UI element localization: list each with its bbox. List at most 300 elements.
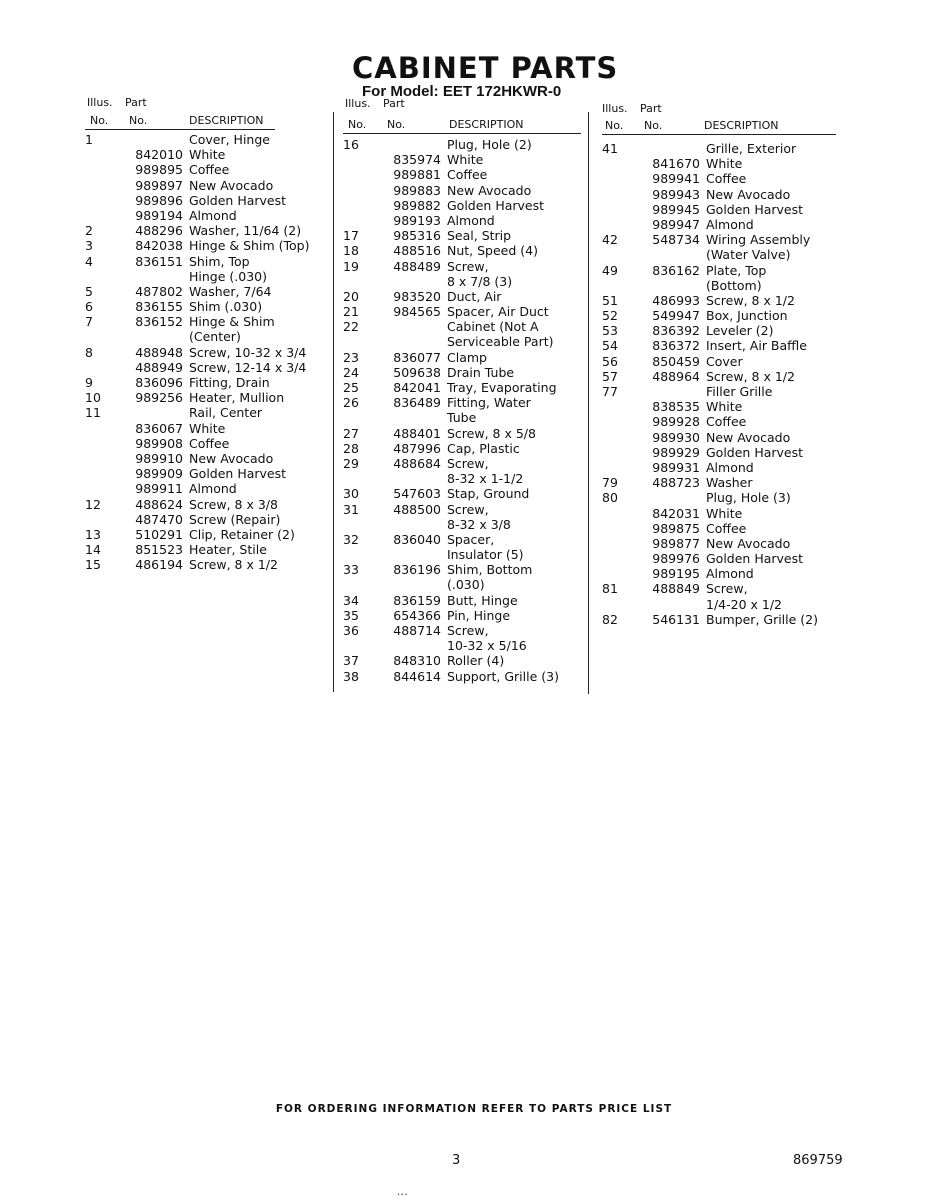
illus-number [85, 208, 129, 223]
part-description: Washer, 7/64 [189, 283, 272, 299]
part-row [343, 456, 586, 471]
part-row [85, 542, 323, 557]
part-row [343, 365, 586, 380]
part-description: Screw, [706, 581, 748, 597]
part-number: 488849 [652, 581, 700, 597]
part-description: Golden Harvest [189, 466, 287, 482]
illus-number [343, 152, 387, 167]
part-description: Shim (.030) [189, 299, 263, 315]
part-number: 509638 [393, 364, 441, 380]
part-row [602, 247, 842, 262]
part-description: 8 x 7/8 (3) [447, 273, 513, 289]
illus-number [602, 597, 646, 612]
illus-number: 25 [343, 380, 359, 395]
part-number [646, 384, 706, 399]
part-number [129, 132, 189, 147]
illus-number [343, 517, 387, 532]
part-description: Almond [706, 566, 754, 582]
part-description: White [706, 505, 743, 521]
illus-number [343, 213, 387, 228]
illus-number: 33 [343, 562, 359, 578]
part-number: 848310 [393, 653, 441, 669]
part-number: 836067 [135, 420, 183, 436]
part-description: New Avocado [706, 186, 791, 202]
part-row [85, 162, 323, 177]
illus-number: 54 [602, 338, 618, 354]
illus-number [343, 410, 387, 425]
part-description: (Water Valve) [706, 247, 791, 263]
part-description: 1/4-20 x 1/2 [706, 596, 782, 612]
part-number [387, 334, 447, 349]
part-description: Spacer, Air Duct [447, 304, 549, 320]
illus-number: 28 [343, 440, 359, 456]
part-description: Bumper, Grille (2) [706, 611, 818, 627]
part-number: 989193 [393, 212, 441, 228]
part-description: Screw, [447, 455, 489, 471]
part-description: Screw, 10-32 x 3/4 [189, 344, 307, 360]
illus-number [602, 217, 646, 232]
part-number: 488964 [652, 368, 700, 384]
part-description: Plate, Top [706, 262, 767, 278]
illus-number: 12 [85, 496, 101, 512]
part-row [343, 259, 586, 274]
part-row [85, 375, 323, 390]
part-description: Shim, Bottom [447, 562, 533, 578]
illus-number: 34 [343, 592, 359, 608]
part-number: 842041 [393, 380, 441, 395]
part-description: Support, Grille (3) [447, 668, 559, 684]
header-rule [85, 129, 275, 130]
part-description: New Avocado [706, 535, 791, 551]
part-number [646, 247, 706, 262]
part-number: 486194 [135, 557, 183, 573]
part-row [602, 597, 842, 612]
part-row [343, 395, 586, 410]
part-row [602, 323, 842, 338]
header-illus: Illus. [345, 97, 371, 110]
illus-number [602, 506, 646, 521]
part-description: Washer [706, 475, 753, 491]
part-number: 989897 [135, 177, 183, 193]
part-number [129, 329, 189, 344]
document-number: 869759 [793, 1153, 843, 1168]
part-description: New Avocado [189, 177, 274, 193]
part-description: Coffee [706, 171, 747, 187]
part-description: 8-32 x 1-1/2 [447, 471, 524, 487]
part-description: Grille, Exterior [706, 141, 797, 156]
part-number: 836151 [135, 253, 183, 269]
part-description: Golden Harvest [706, 444, 804, 460]
part-row [343, 532, 586, 547]
part-number [387, 517, 447, 532]
header-part: Part [383, 97, 405, 110]
part-number: 989947 [652, 216, 700, 232]
illus-number [343, 198, 387, 213]
part-row [343, 289, 586, 304]
part-number: 549947 [652, 308, 700, 324]
part-number: 654366 [393, 607, 441, 623]
header-rule [602, 134, 836, 135]
parts-column-3 [602, 102, 842, 627]
part-description: Screw, 8 x 5/8 [447, 425, 536, 441]
part-number: 989910 [135, 450, 183, 466]
part-description: Filler Grille [706, 384, 773, 399]
part-number [129, 269, 189, 284]
part-row [85, 178, 323, 193]
column-divider [333, 112, 334, 692]
part-row [343, 577, 586, 592]
part-description: Screw, [447, 258, 489, 274]
part-number: 850459 [652, 353, 700, 369]
part-row [85, 557, 323, 572]
part-description: Screw, 8 x 1/2 [706, 292, 795, 308]
part-number [129, 405, 189, 420]
part-number: 984565 [393, 304, 441, 320]
illus-number: 24 [343, 364, 359, 380]
illus-number: 23 [343, 349, 359, 365]
part-description: Heater, Mullion [189, 390, 285, 406]
part-row [343, 350, 586, 365]
illus-number: 2 [85, 223, 93, 239]
part-row [343, 183, 586, 198]
part-number: 510291 [135, 526, 183, 542]
part-description: Pin, Hinge [447, 607, 511, 623]
part-row [343, 167, 586, 182]
illus-number: 56 [602, 353, 618, 369]
part-row [85, 421, 323, 436]
header-rule [343, 133, 581, 134]
part-row [343, 228, 586, 243]
part-row [343, 274, 586, 289]
part-number [387, 638, 447, 653]
part-number [387, 319, 447, 334]
part-description: Golden Harvest [189, 192, 287, 208]
illus-number [602, 247, 646, 262]
page-number: 3 [452, 1153, 461, 1168]
part-row [343, 486, 586, 501]
part-row [85, 238, 323, 253]
illus-number: 22 [343, 319, 359, 335]
part-number: 989882 [393, 197, 441, 213]
header-part: Part [125, 96, 147, 109]
page-title: CABINET PARTS [352, 51, 619, 85]
part-description: Screw, [447, 501, 489, 517]
illus-number: 41 [602, 141, 618, 156]
part-row [602, 338, 842, 353]
part-number: 989928 [652, 414, 700, 430]
part-description: Clamp [447, 349, 487, 365]
part-row [85, 193, 323, 208]
part-row [85, 345, 323, 360]
part-row [602, 156, 842, 171]
part-row [343, 502, 586, 517]
illus-number [85, 466, 129, 481]
part-row [343, 410, 586, 425]
illus-number: 57 [602, 368, 618, 384]
illus-number [85, 178, 129, 193]
part-number: 487802 [135, 283, 183, 299]
part-row [343, 319, 586, 334]
part-row [602, 308, 842, 323]
part-number [387, 577, 447, 592]
illus-number [85, 436, 129, 451]
illus-number: 32 [343, 531, 359, 547]
part-number: 548734 [652, 232, 700, 248]
part-row [602, 430, 842, 445]
part-description: Box, Junction [706, 308, 788, 324]
header-part: Part [640, 102, 662, 115]
part-description: Coffee [189, 435, 230, 451]
part-description: (Center) [189, 329, 241, 345]
part-description: Hinge (.030) [189, 268, 267, 284]
part-description: White [706, 399, 743, 415]
part-description: Leveler (2) [706, 323, 774, 339]
part-row [343, 547, 586, 562]
illus-number: 42 [602, 232, 618, 248]
part-description: Tray, Evaporating [447, 380, 557, 395]
illus-number: 49 [602, 262, 618, 278]
part-description: Cover, Hinge [189, 132, 270, 147]
part-description: Golden Harvest [706, 551, 804, 567]
part-number: 836077 [393, 349, 441, 365]
part-row [343, 593, 586, 608]
part-row [602, 566, 842, 581]
part-number [387, 547, 447, 562]
part-description: Screw, 12-14 x 3/4 [189, 359, 307, 375]
part-row [602, 217, 842, 232]
illus-number: 9 [85, 375, 93, 390]
illus-number: 11 [85, 405, 101, 421]
part-number: 989194 [135, 207, 183, 223]
illus-number [85, 147, 129, 162]
part-number: 488624 [135, 496, 183, 512]
part-row [343, 426, 586, 441]
part-description: Wiring Assembly [706, 232, 811, 248]
part-row [85, 132, 323, 147]
part-row [85, 284, 323, 299]
part-number: 546131 [652, 611, 700, 627]
part-row [602, 171, 842, 186]
part-row [602, 384, 842, 399]
part-row [85, 314, 323, 329]
part-row [602, 187, 842, 202]
illus-number [602, 430, 646, 445]
header-illus-no: No. [90, 114, 109, 127]
part-row [343, 213, 586, 228]
part-number: 488296 [135, 223, 183, 239]
illus-number: 18 [343, 243, 359, 259]
illus-number: 16 [343, 137, 359, 152]
part-number: 989911 [135, 481, 183, 497]
header-description: DESCRIPTION [449, 118, 524, 131]
part-description: Tube [447, 410, 477, 426]
part-description: Rail, Center [189, 405, 263, 421]
part-description: White [447, 152, 484, 168]
part-row [602, 551, 842, 566]
part-row [343, 608, 586, 623]
part-number: 985316 [393, 228, 441, 244]
illus-number: 15 [85, 557, 101, 573]
illus-number [85, 481, 129, 496]
part-description: Plug, Hole (2) [447, 137, 532, 152]
part-number [387, 471, 447, 486]
part-number: 488684 [393, 455, 441, 471]
header-description: DESCRIPTION [189, 114, 264, 127]
part-row [85, 405, 323, 420]
part-row [85, 497, 323, 512]
part-description: Insert, Air Baffle [706, 338, 807, 354]
illus-number [85, 512, 129, 527]
illus-number: 81 [602, 581, 618, 597]
illus-number: 1 [85, 132, 93, 147]
illus-number [602, 445, 646, 460]
part-number: 989883 [393, 182, 441, 198]
part-row [343, 334, 586, 349]
part-description: Drain Tube [447, 364, 515, 380]
illus-number [602, 414, 646, 429]
column-divider [588, 112, 589, 694]
part-description: Fitting, Drain [189, 375, 270, 390]
part-number: 836196 [393, 562, 441, 578]
header-part-no: No. [387, 118, 406, 131]
part-row [85, 466, 323, 481]
part-description: Screw, 8 x 3/8 [189, 496, 278, 512]
part-description: Almond [189, 481, 237, 497]
illus-number [85, 451, 129, 466]
illus-number [343, 334, 387, 349]
illus-number: 10 [85, 390, 101, 406]
part-row [343, 517, 586, 532]
part-description: Fitting, Water [447, 395, 531, 411]
part-number: 989930 [652, 429, 700, 445]
part-description: Almond [706, 459, 754, 475]
part-row [602, 293, 842, 308]
part-number: 487470 [135, 511, 183, 527]
illus-number [343, 471, 387, 486]
part-row [85, 329, 323, 344]
part-description: White [706, 156, 743, 172]
part-row [85, 254, 323, 269]
part-row [343, 669, 586, 684]
part-description: Serviceable Part) [447, 334, 554, 350]
header-part-no: No. [129, 114, 148, 127]
part-description: Screw, 8 x 1/2 [189, 557, 278, 573]
part-number: 989945 [652, 201, 700, 217]
part-number: 842038 [135, 238, 183, 254]
header-illus: Illus. [602, 102, 628, 115]
illus-number: 82 [602, 611, 618, 627]
illus-number [602, 399, 646, 414]
illus-number: 79 [602, 475, 618, 491]
part-description: Insulator (5) [447, 547, 524, 563]
part-description: Coffee [706, 520, 747, 536]
part-description: Almond [189, 207, 237, 223]
part-number: 989976 [652, 551, 700, 567]
illus-number [343, 167, 387, 182]
part-description: (.030) [447, 577, 485, 593]
part-number: 989943 [652, 186, 700, 202]
part-number: 488489 [393, 258, 441, 274]
part-number: 842010 [135, 147, 183, 163]
part-number: 989881 [393, 167, 441, 183]
part-row [602, 612, 842, 627]
illus-number: 35 [343, 607, 359, 623]
part-row [602, 354, 842, 369]
illus-number: 20 [343, 288, 359, 304]
part-description: Almond [447, 212, 495, 228]
part-row [343, 304, 586, 319]
part-number: 836040 [393, 531, 441, 547]
part-number: 488948 [135, 344, 183, 360]
illus-number: 13 [85, 526, 101, 542]
part-number: 836159 [393, 592, 441, 608]
part-number: 989929 [652, 444, 700, 460]
part-description: Stap, Ground [447, 486, 530, 502]
illus-number: 80 [602, 490, 618, 506]
part-row [85, 512, 323, 527]
part-number: 989941 [652, 171, 700, 187]
header-illus-no: No. [348, 118, 367, 131]
part-description: Screw (Repair) [189, 511, 281, 527]
illus-number: 19 [343, 258, 359, 274]
part-description: Heater, Stile [189, 542, 267, 558]
parts-rows [85, 132, 323, 572]
part-row [85, 481, 323, 496]
part-description: Cabinet (Not A [447, 319, 539, 335]
illus-number [85, 193, 129, 208]
illus-number [602, 278, 646, 293]
part-number [387, 137, 447, 152]
part-description: Golden Harvest [447, 197, 545, 213]
illus-number: 8 [85, 344, 93, 360]
illus-number: 21 [343, 304, 359, 320]
illus-number [343, 638, 387, 653]
part-number: 488714 [393, 623, 441, 638]
part-number: 844614 [393, 668, 441, 684]
illus-number [602, 171, 646, 186]
parts-rows [602, 141, 842, 627]
illus-number: 5 [85, 283, 93, 299]
part-row [343, 471, 586, 486]
part-number: 989875 [652, 520, 700, 536]
illus-number [602, 202, 646, 217]
part-row [602, 202, 842, 217]
part-description: New Avocado [706, 429, 791, 445]
illus-number [343, 577, 387, 592]
part-row [602, 581, 842, 596]
part-row [602, 414, 842, 429]
part-row [85, 147, 323, 162]
part-description: Plug, Hole (3) [706, 490, 791, 506]
part-row [85, 208, 323, 223]
part-row [602, 460, 842, 475]
part-description: Butt, Hinge [447, 592, 518, 608]
part-number: 836372 [652, 338, 700, 354]
header-description: DESCRIPTION [704, 119, 779, 132]
illus-number [343, 183, 387, 198]
parts-column-2 [343, 97, 586, 684]
illus-number: 7 [85, 314, 93, 330]
part-row [85, 527, 323, 542]
illus-number: 6 [85, 299, 93, 315]
part-number: 547603 [393, 486, 441, 502]
ordering-note: FOR ORDERING INFORMATION REFER TO PARTS PRICE LIST [275, 1103, 673, 1115]
part-number: 989896 [135, 192, 183, 208]
part-row [85, 390, 323, 405]
illus-number: 3 [85, 238, 93, 254]
part-row [602, 490, 842, 505]
part-row [343, 137, 586, 152]
